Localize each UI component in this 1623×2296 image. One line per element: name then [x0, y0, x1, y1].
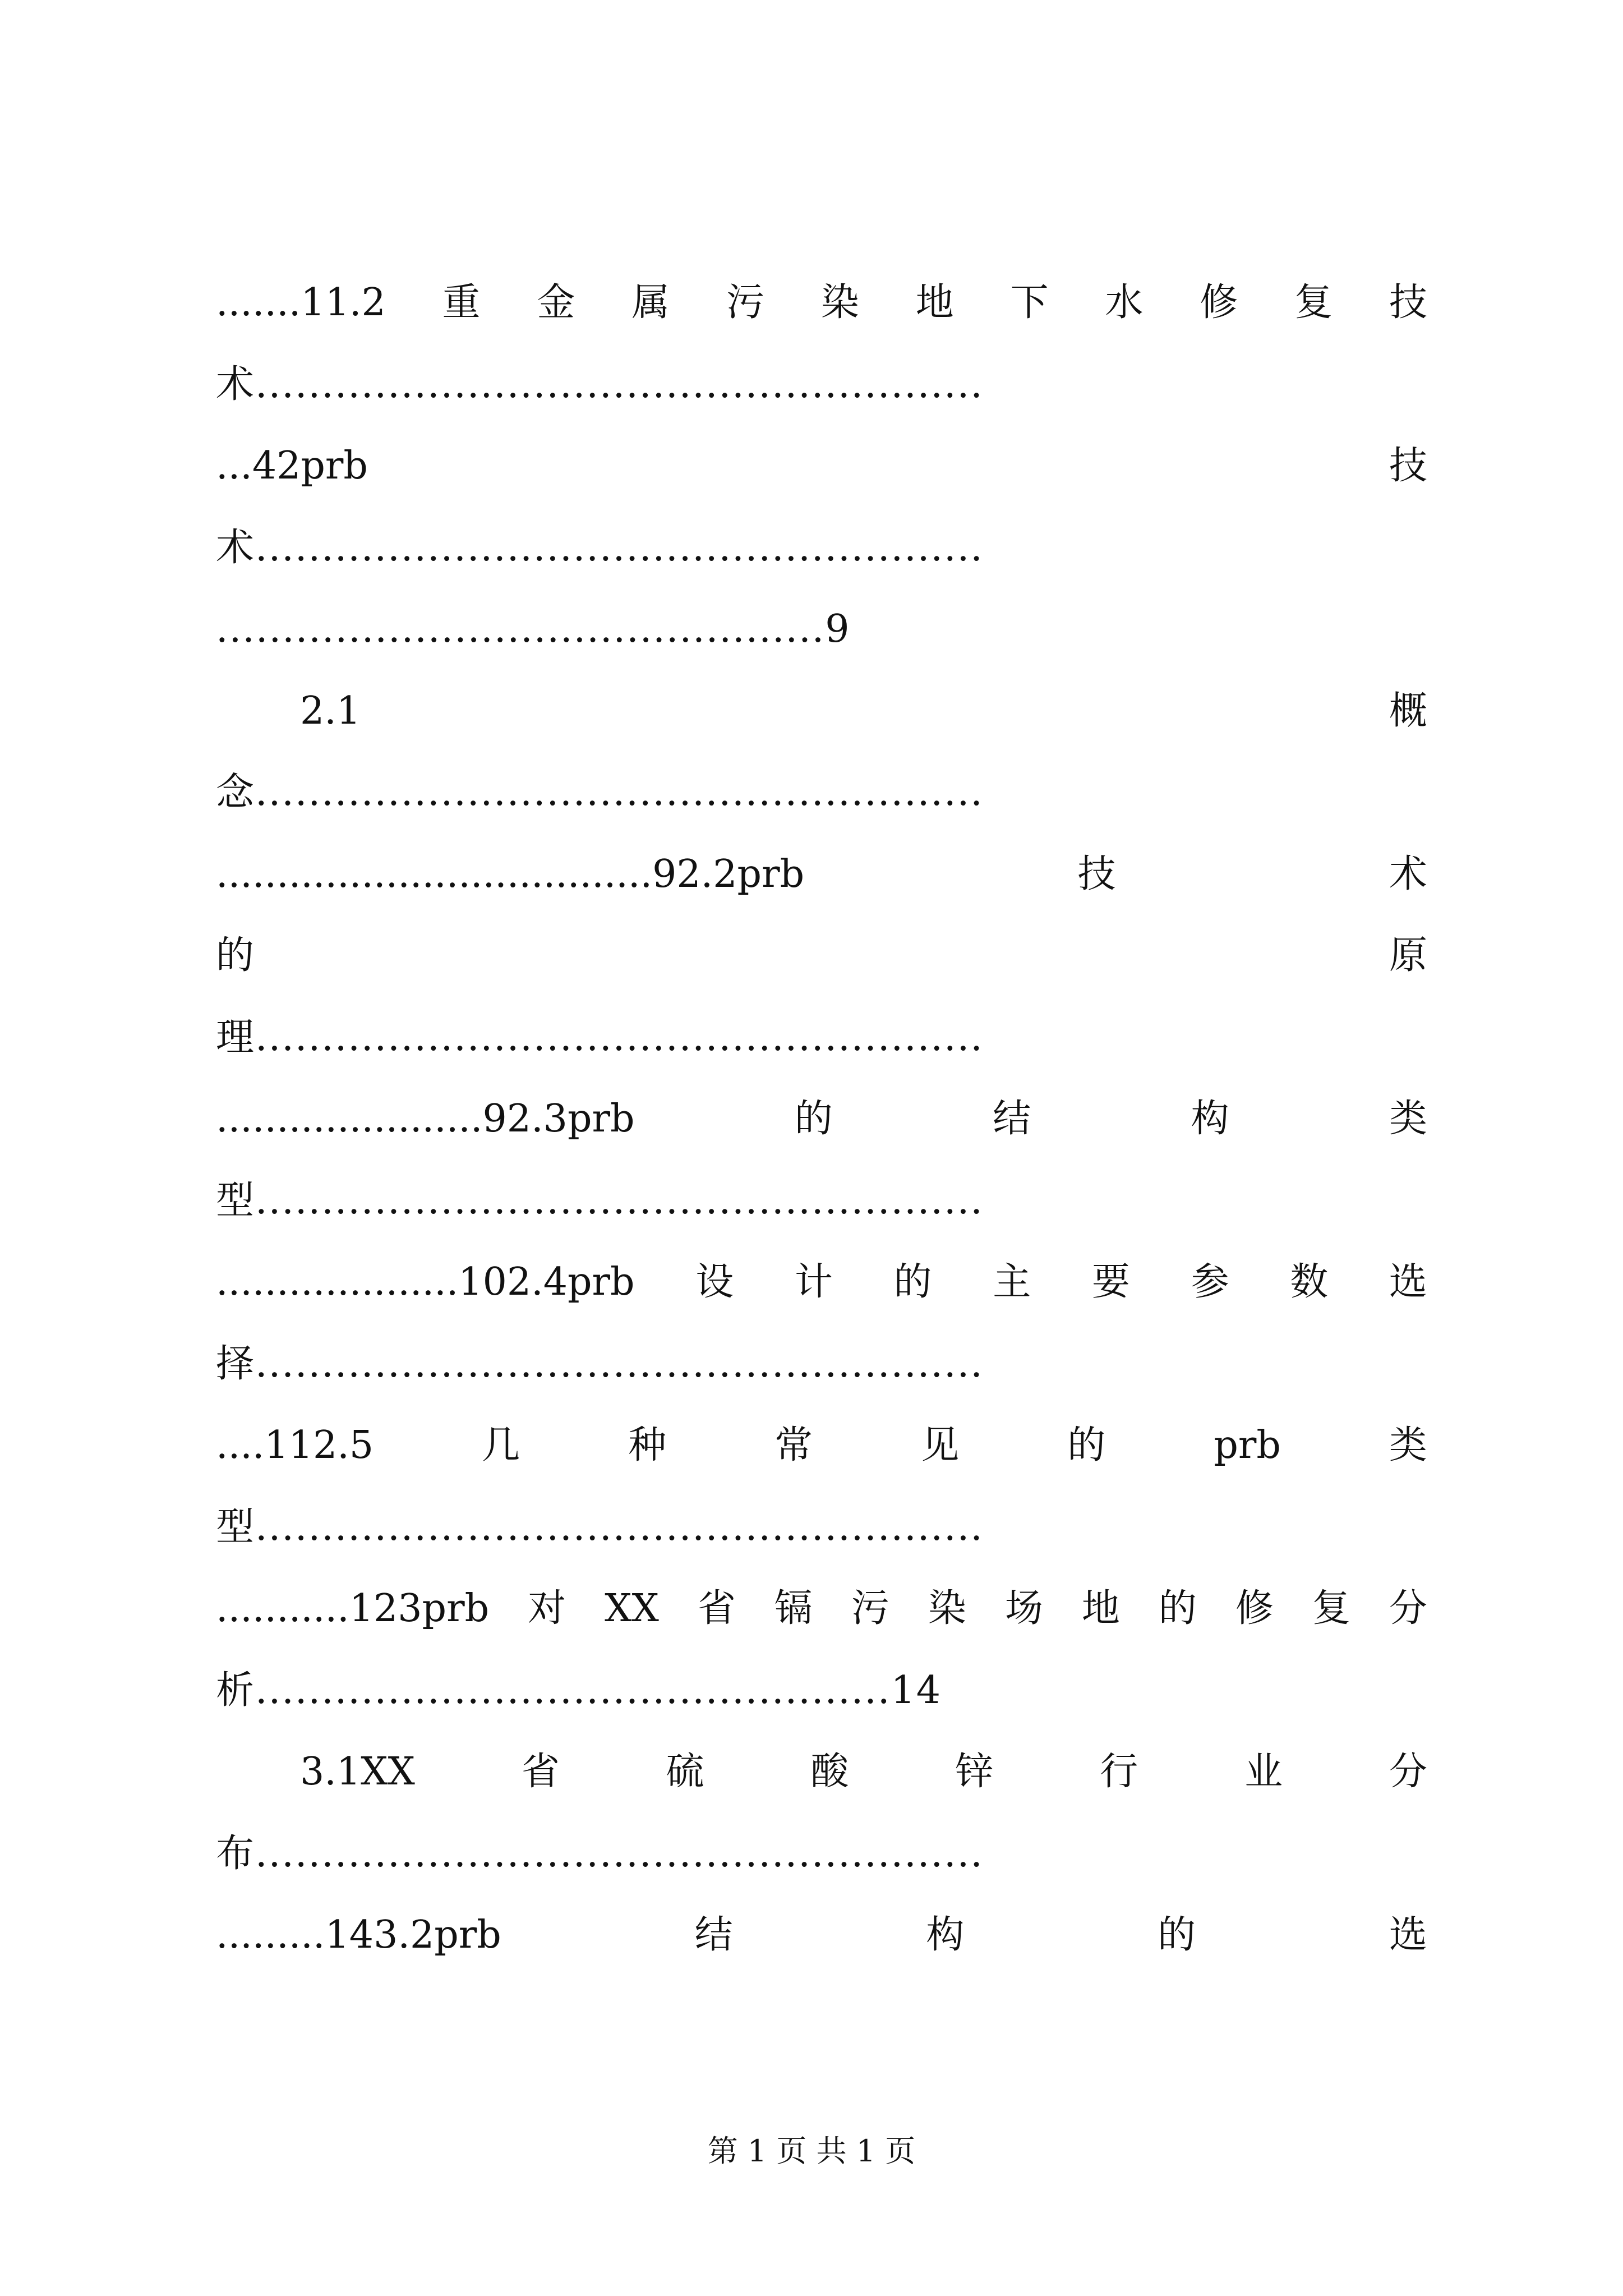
page-footer: [0, 2118, 1623, 2179]
toc-line-segment: 金: [537, 280, 575, 325]
toc-line-segment: 2.1: [300, 688, 361, 733]
toc-line-segment: 的: [216, 933, 255, 978]
toc-line-segment: .......11.2: [216, 280, 386, 325]
toc-line: [216, 1412, 1427, 1479]
toc-line: [216, 432, 1427, 500]
toc-line-segment: 重: [442, 280, 481, 325]
toc-line: [216, 1167, 1427, 1235]
toc-line-text: 型.......................................................: [216, 1504, 984, 1549]
toc-line-segment: 技: [1389, 444, 1427, 488]
toc-line-segment: 酸: [810, 1750, 849, 1794]
toc-line-segment: 污: [726, 280, 765, 325]
page-number-label: 第 1 页 共 1 页: [707, 2133, 916, 2169]
toc-line-segment: ...42prb: [216, 444, 368, 488]
toc-line: [300, 1738, 1427, 1806]
toc-line-segment: 场: [1004, 1586, 1043, 1631]
toc-line-segment: 分: [1389, 1750, 1427, 1794]
toc-line-segment: 锌: [955, 1750, 994, 1794]
toc-line: [300, 678, 1427, 745]
toc-line: [216, 1657, 1427, 1724]
toc-line-text: 念.......................................................: [216, 770, 984, 815]
toc-line: [216, 1004, 1427, 1071]
toc-line-segment: 设: [695, 1260, 734, 1304]
toc-line: [216, 1331, 1427, 1398]
toc-line-segment: ....................................92.2prb: [216, 852, 805, 896]
toc-line-segment: 修: [1235, 1586, 1274, 1631]
toc-line: [216, 1575, 1427, 1642]
toc-line-segment: 染: [928, 1586, 966, 1631]
toc-line-segment: 的: [893, 1260, 932, 1304]
toc-line-segment: 的: [1158, 1586, 1197, 1631]
toc-line-segment: 几: [482, 1423, 520, 1467]
toc-line-segment: 业: [1244, 1750, 1283, 1794]
toc-line-segment: 污: [851, 1586, 889, 1631]
toc-line-text: 型.......................................................: [216, 1178, 984, 1223]
toc-line-segment: 计: [794, 1260, 833, 1304]
toc-line-segment: 常: [774, 1423, 813, 1467]
toc-line-segment: ......................92.3prb: [216, 1097, 635, 1141]
toc-line-text: 择.......................................................: [216, 1341, 984, 1386]
toc-line-segment: 结: [993, 1097, 1031, 1141]
toc-line-segment: 种: [628, 1423, 667, 1467]
toc-line-segment: 下: [1010, 280, 1049, 325]
toc-line-segment: 3.1XX: [300, 1750, 415, 1794]
toc-line-segment: ....112.5: [216, 1423, 374, 1467]
toc-line-segment: 水: [1105, 280, 1144, 325]
toc-line-segment: 选: [1389, 1260, 1427, 1304]
toc-line-segment: 原: [1389, 933, 1427, 978]
toc-line-text: 术.......................................................: [216, 362, 984, 407]
toc-line-text: 术.......................................................: [216, 525, 984, 570]
toc-line-text: 布.......................................................: [216, 1831, 984, 1876]
toc-line-segment: 术: [1389, 852, 1427, 896]
toc-line-segment: 修: [1200, 280, 1238, 325]
toc-line-segment: 参: [1191, 1260, 1229, 1304]
toc-line-segment: 省: [521, 1750, 560, 1794]
toc-line-segment: 行: [1100, 1750, 1138, 1794]
toc-line: [216, 759, 1427, 826]
toc-line-segment: 地: [915, 280, 954, 325]
toc-line: [216, 596, 1427, 663]
toc-line-segment: 染: [820, 280, 859, 325]
toc-line-segment: 构: [926, 1913, 965, 1957]
toc-line: [216, 514, 1427, 582]
toc-line-text: 析................................................14: [216, 1668, 942, 1713]
toc-line: [216, 841, 1427, 908]
toc-line-segment: 对: [528, 1586, 566, 1631]
toc-line-segment: 复: [1312, 1586, 1350, 1631]
toc-line: [216, 269, 1427, 337]
toc-line-segment: 硫: [666, 1750, 704, 1794]
toc-line-segment: 结: [694, 1913, 733, 1957]
toc-line-segment: 类: [1389, 1097, 1427, 1141]
toc-line: [216, 1085, 1427, 1153]
toc-line-segment: 技: [1077, 852, 1116, 896]
toc-line-segment: 镉: [774, 1586, 813, 1631]
toc-line-segment: XX: [605, 1586, 659, 1631]
toc-line-segment: ...........123prb: [216, 1586, 490, 1631]
toc-line-segment: 技: [1389, 280, 1427, 325]
toc-line-segment: 地: [1081, 1586, 1120, 1631]
toc-line: [216, 922, 1427, 990]
toc-line-segment: 的: [1158, 1913, 1196, 1957]
toc-line-segment: 要: [1091, 1260, 1130, 1304]
toc-line-segment: 数: [1290, 1260, 1329, 1304]
toc-line-segment: 主: [993, 1260, 1031, 1304]
toc-line: [216, 1494, 1427, 1561]
toc-line: [216, 1249, 1427, 1316]
toc-line: [216, 1820, 1427, 1888]
toc-line-segment: 见: [921, 1423, 960, 1467]
toc-line: [216, 351, 1427, 418]
toc-line-segment: 类: [1389, 1423, 1427, 1467]
toc-line-segment: ....................102.4prb: [216, 1260, 635, 1304]
toc-line-segment: .........143.2prb: [216, 1913, 501, 1957]
toc-line-segment: 的: [1067, 1423, 1106, 1467]
toc-line-text: ..............................................9: [216, 607, 851, 651]
toc-line-segment: 构: [1191, 1097, 1229, 1141]
toc-line-segment: prb: [1214, 1423, 1281, 1467]
toc-line-segment: 省: [697, 1586, 736, 1631]
toc-line-segment: 概: [1389, 688, 1427, 733]
toc-line-segment: 的: [794, 1097, 833, 1141]
toc-line-segment: 属: [631, 280, 670, 325]
toc-line-segment: 复: [1294, 280, 1333, 325]
toc-line-segment: 选: [1389, 1913, 1427, 1957]
toc-line-text: 理.......................................................: [216, 1015, 984, 1060]
toc-line-segment: 分: [1389, 1586, 1427, 1631]
toc-line: [216, 1902, 1427, 1969]
